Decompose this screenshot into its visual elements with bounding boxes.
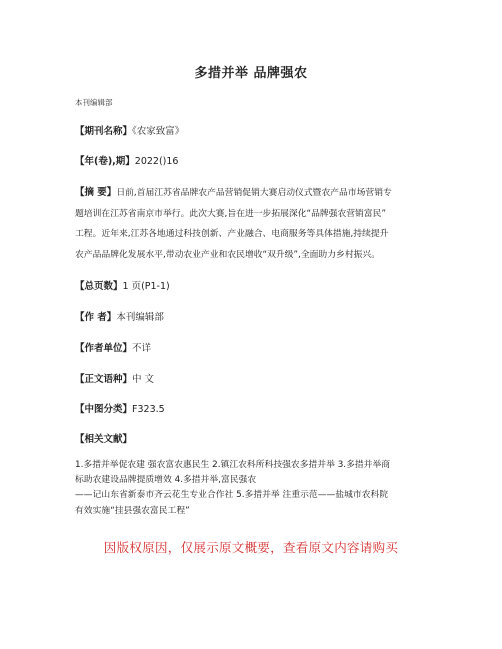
related-line: 1.多措并举促农建 强农富农惠民生 2.镇江农科所科技强农多措并举 3.多措并举商: [75, 460, 391, 470]
abstract-line: 题培训在江苏省南京市举行。此次大赛,旨在进一步拓展深化“品牌强农营销富民”: [75, 208, 387, 219]
related-list: [75, 458, 430, 519]
affiliation-label: 【作者单位】: [75, 343, 133, 354]
affiliation-field: [75, 341, 435, 356]
abstract-line: 日前,首届江苏省品牌农产品营销促销大赛启动仪式暨农产品市场营销专: [116, 188, 392, 198]
abstract-line: 工程。近年来,江苏各地通过科技创新、产业融合、电商服务等具体措施,持续提升: [75, 229, 389, 239]
abstract-line: 农产品品牌化发展水平,带动农业产业和农民增收“双升级”,全面助力乡村振兴。: [75, 249, 381, 260]
journal-field: [75, 124, 435, 139]
author-field: [75, 310, 435, 325]
related-line: ——记山东省新泰市齐云花生专业合作社 5.多措并举 注重示范——盐城市农科院: [75, 490, 389, 501]
copyright-notice: 因版权原因，仅展示原文概要，查看原文内容请购买: [103, 540, 399, 555]
abstract-field: [75, 183, 420, 265]
language-field: [75, 372, 435, 387]
journal-label: 【期刊名称】: [75, 126, 133, 137]
related-line: 标助农建设品牌提质增效 4.多措并举,富民强农: [75, 475, 257, 486]
related-line: 有效实施“挂县强农富民工程”: [75, 505, 190, 516]
abstract-label: 【摘 要】: [75, 187, 117, 198]
author-value: 本刊编辑部: [116, 312, 164, 323]
author-label: 【作 者】: [75, 312, 117, 323]
related-label: 【相关文献】: [75, 434, 133, 445]
classification-value: F323.5: [132, 404, 165, 415]
journal-value: 《农家致富》: [132, 126, 185, 137]
pages-label: 【总页数】: [75, 281, 123, 292]
year-issue-label: 【年(卷),期】: [75, 156, 135, 167]
pages-field: [75, 279, 435, 294]
year-issue-value: 2022()16: [134, 156, 179, 167]
affiliation-value: 不详: [132, 343, 152, 354]
language-label: 【正文语种】: [75, 374, 133, 385]
pages-value: 1 页(P1-1): [122, 281, 170, 292]
year-issue-field: [75, 154, 435, 169]
language-value: 中 文: [132, 374, 155, 385]
classification-field: [75, 402, 435, 417]
classification-label: 【中图分类】: [75, 404, 133, 415]
article-title: 多措并举 品牌强农: [194, 66, 308, 81]
byline: 本刊编辑部: [75, 98, 113, 107]
